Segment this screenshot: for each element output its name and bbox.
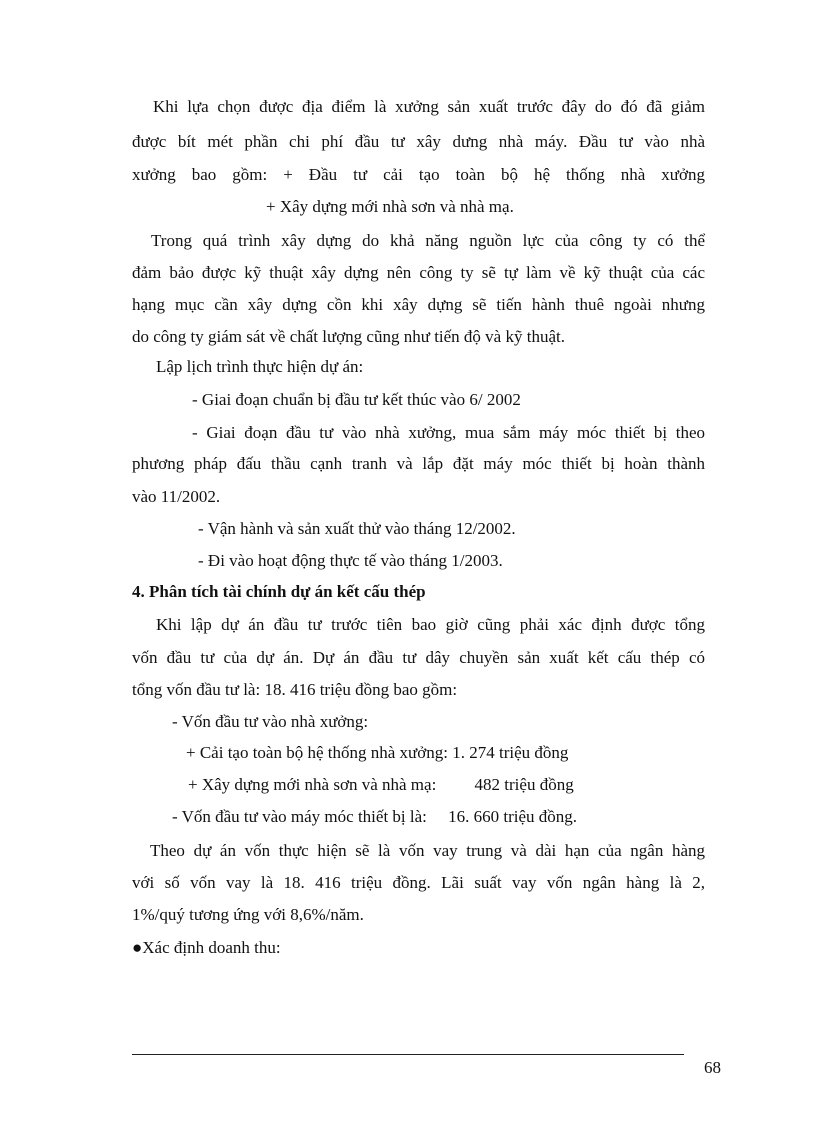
text-line: - Vốn đầu tư vào máy móc thiết bị là: 16. 660 triệu đồng.: [172, 807, 578, 826]
text-line: tổng vốn đầu tư là: 18. 416 triệu đồng bao gồm:: [132, 680, 458, 699]
section-heading: 4. Phân tích tài chính dự án kết cấu thép: [132, 582, 426, 601]
text-line: 1%/quý tương ứng với 8,6%/năm.: [132, 905, 364, 924]
text-line: với số vốn vay là 18. 416 triệu đồng. Lãi suất vay vốn ngân hàng là 2,: [132, 873, 705, 892]
text-line: - Đi vào hoạt động thực tế vào tháng 1/2003.: [198, 551, 503, 570]
text-line: do công ty giám sát về chất lượng cũng như tiến độ và kỹ thuật.: [132, 327, 565, 346]
text-line: được bít mét phần chi phí đầu tư xây dưng nhà máy. Đầu tư vào nhà: [132, 132, 705, 151]
text-line: đảm bảo được kỹ thuật xây dựng nên công ty sẽ tự làm về kỹ thuật của các: [132, 263, 705, 282]
text-line: Lập lịch trình thực hiện dự án:: [156, 357, 364, 376]
text-line: Khi lựa chọn được địa điểm là xưởng sản xuất trước đây do đó đã giảm: [153, 97, 705, 116]
text-line: xưởng bao gồm: + Đầu tư cải tạo toàn bộ hệ thống nhà xưởng: [132, 165, 705, 184]
text-line: Khi lập dự án đầu tư trước tiên bao giờ cũng phải xác định được tổng: [156, 615, 705, 634]
text-line: + Cải tạo toàn bộ hệ thống nhà xưởng: 1. 274 triệu đồng: [186, 743, 569, 762]
text-line: hạng mục cần xây dựng cồn khi xây dựng sẽ tiến hành thuê ngoài nhưng: [132, 295, 705, 314]
footer-rule: [132, 1054, 684, 1055]
page-number: 68: [704, 1058, 721, 1077]
text-line: - Vận hành và sản xuất thử vào tháng 12/2002.: [198, 519, 516, 538]
text-line: ●Xác định doanh thu:: [132, 938, 281, 957]
text-line: Trong quá trình xây dựng do khả năng nguồn lực của công ty có thể: [151, 231, 705, 250]
text-line: + Xây dựng mới nhà sơn và nhà mạ.: [266, 197, 514, 216]
text-line: + Xây dựng mới nhà sơn và nhà mạ: 482 triệu đồng: [188, 775, 574, 794]
text-line: vốn đầu tư của dự án. Dự án đầu tư dây chuyền sản xuất kết cấu thép có: [132, 648, 705, 667]
text-line: - Giai đoạn đầu tư vào nhà xưởng, mua sắm máy móc thiết bị theo: [192, 423, 705, 442]
text-line: phương pháp đấu thầu cạnh tranh và lắp đặt máy móc thiết bị hoàn thành: [132, 454, 705, 473]
text-line: - Giai đoạn chuẩn bị đầu tư kết thúc vào 6/ 2002: [192, 390, 521, 409]
text-line: - Vốn đầu tư vào nhà xưởng:: [172, 712, 369, 731]
text-line: Theo dự án vốn thực hiện sẽ là vốn vay trung và dài hạn của ngân hàng: [150, 841, 705, 860]
text-line: vào 11/2002.: [132, 487, 221, 506]
